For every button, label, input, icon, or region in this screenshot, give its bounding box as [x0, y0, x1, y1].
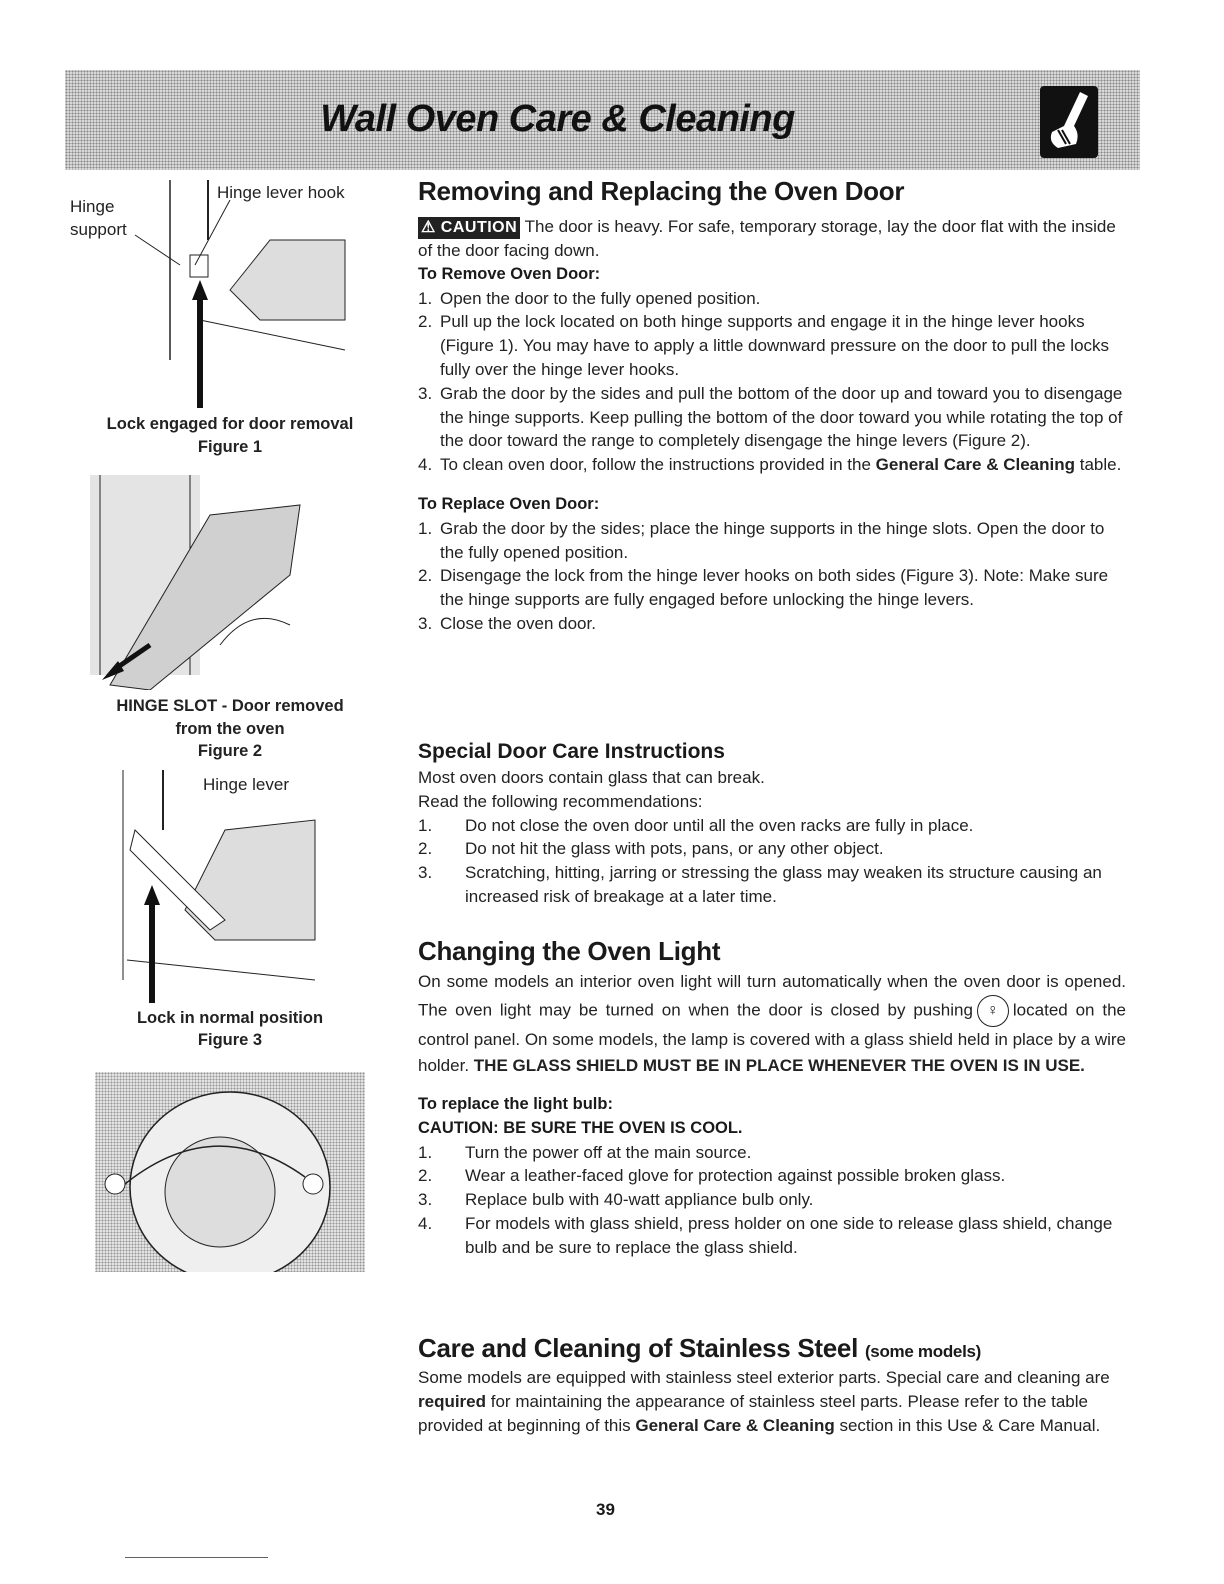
list-item: 1. Do not close the oven door until all the oven racks are fully in place. [418, 815, 974, 835]
list-item: 2. Disengage the lock from the hinge lever hooks on both sides (Figure 3). Note: Make sure the hinge supports are fully engaged before unlocking the hinge levers. [418, 566, 1109, 610]
special-steps [418, 814, 1126, 909]
figure-2-caption-line2: from the oven [175, 720, 285, 738]
list-item: 1. Turn the power off at the main source. [418, 1142, 752, 1162]
replace-steps [418, 517, 1126, 636]
steel-paragraph: Some models are equipped with stainless steel exterior parts. Special care and cleaning are required for maintaining the appearance of stainless steel parts. Please refer to the table provided at beginning of this General Care & Cleaning section in this Use & Care Manual. [418, 1368, 1110, 1435]
list-item: 2. Pull up the lock located on both hinge supports and engage it in the hinge lever hooks (Figure 1). You may have to apply a little downward pressure on the door to pull the locks fully over the hinge lever hooks. [418, 312, 1110, 379]
figure-3-number: Figure 3 [197, 1031, 263, 1049]
list-item: 3. Replace bulb with 40-watt appliance bulb only. [418, 1190, 814, 1210]
oven-light-illustration [95, 1072, 365, 1272]
intro-line: Most oven doors contain glass that can break. [418, 768, 765, 787]
header-banner [65, 70, 1140, 170]
figure-1-illustration [120, 180, 360, 420]
replace-door-title: To Replace Oven Door: [418, 494, 600, 513]
list-item: 2. Wear a leather-faced glove for protection against possible broken glass. [418, 1166, 1006, 1186]
caution-badge: ⚠ CAUTION [418, 217, 520, 239]
light-bulb-button-icon: ♀ [977, 995, 1009, 1027]
intro-line: Read the following recommendations: [418, 791, 703, 811]
section-stainless-steel [418, 1333, 1126, 1437]
figure-3-illustration [115, 770, 325, 1010]
figure-2-number: Figure 2 [197, 742, 263, 760]
list-item: 3. Close the oven door. [418, 613, 596, 633]
section-title: Changing the Oven Light [418, 936, 721, 966]
list-item: 2. Do not hit the glass with pots, pans, or any other object. [418, 839, 884, 859]
section-oven-light [418, 936, 1126, 1260]
figure-1-caption: Lock engaged for door removal [106, 415, 354, 433]
figure-1-number: Figure 1 [197, 438, 263, 456]
section-special-door-care [418, 740, 1126, 909]
section-oven-door [418, 176, 1126, 636]
list-item: 4. To clean oven door, follow the instructions provided in the General Care & Cleaning table. [418, 455, 1122, 475]
cool-caution: CAUTION: BE SURE THE OVEN IS COOL. [418, 1118, 743, 1137]
figure-3-caption: Lock in normal position [136, 1009, 324, 1027]
remove-steps [418, 287, 1126, 477]
label-support: support [70, 220, 127, 239]
label-hinge-lever-hook: Hinge lever hook [217, 183, 345, 202]
label-hinge: Hinge [70, 197, 115, 216]
remove-door-title: To Remove Oven Door: [418, 264, 601, 283]
list-item: 4. For models with glass shield, press holder on one side to release glass shield, change bulb and be sure to replace the glass shield. [418, 1213, 1113, 1257]
caution-text: The door is heavy. For safe, temporary storage, lay the door flat with the inside of the door facing down. [418, 217, 1116, 260]
list-item: 3. Scratching, hitting, jarring or stressing the glass may weaken its structure causing an increased risk of breakage at a later time. [418, 863, 1102, 906]
replace-bulb-title: To replace the light bulb: [418, 1095, 613, 1113]
caution-badge-label: CAUTION [440, 219, 518, 236]
page-number: 39 [596, 1500, 615, 1519]
footer-rule [125, 1557, 268, 1558]
bulb-steps [418, 1141, 1126, 1260]
section-title: Special Door Care Instructions [418, 740, 725, 763]
list-item: 1. Grab the door by the sides; place the hinge supports in the hinge slots. Open the door to the fully opened position. [418, 518, 1105, 562]
label-hinge-lever: Hinge lever [203, 775, 289, 794]
hand-cleaning-icon [1040, 86, 1098, 158]
section-title: Removing and Replacing the Oven Door [418, 176, 905, 206]
caution-paragraph [418, 215, 1126, 263]
section-title: Care and Cleaning of Stainless Steel (some models) [418, 1333, 982, 1363]
figure-2-illustration [90, 475, 310, 690]
light-paragraph: On some models an interior oven light will turn automatically when the oven door is opened. The oven light may be turned on when the door is closed by pushing ♀ located on the control panel. On some models, the lamp is covered with a glass shield held in place by a wire holder. THE GLASS SHIELD MUST BE IN PLACE WHENEVER THE OVEN IS IN USE. [418, 972, 1126, 1075]
list-item: 1. Open the door to the fully opened position. [418, 288, 761, 308]
figure-2-caption: HINGE SLOT - Door removed [116, 697, 344, 715]
list-item: 3. Grab the door by the sides and pull the bottom of the door up and toward you to disengage the hinge supports. Keep pulling the bottom of the door toward you while rotating the top of the door toward the range to completely disengage the hinge levers (Figure 2). [418, 383, 1123, 451]
page-title: Wall Oven Care & Cleaning [320, 98, 795, 140]
